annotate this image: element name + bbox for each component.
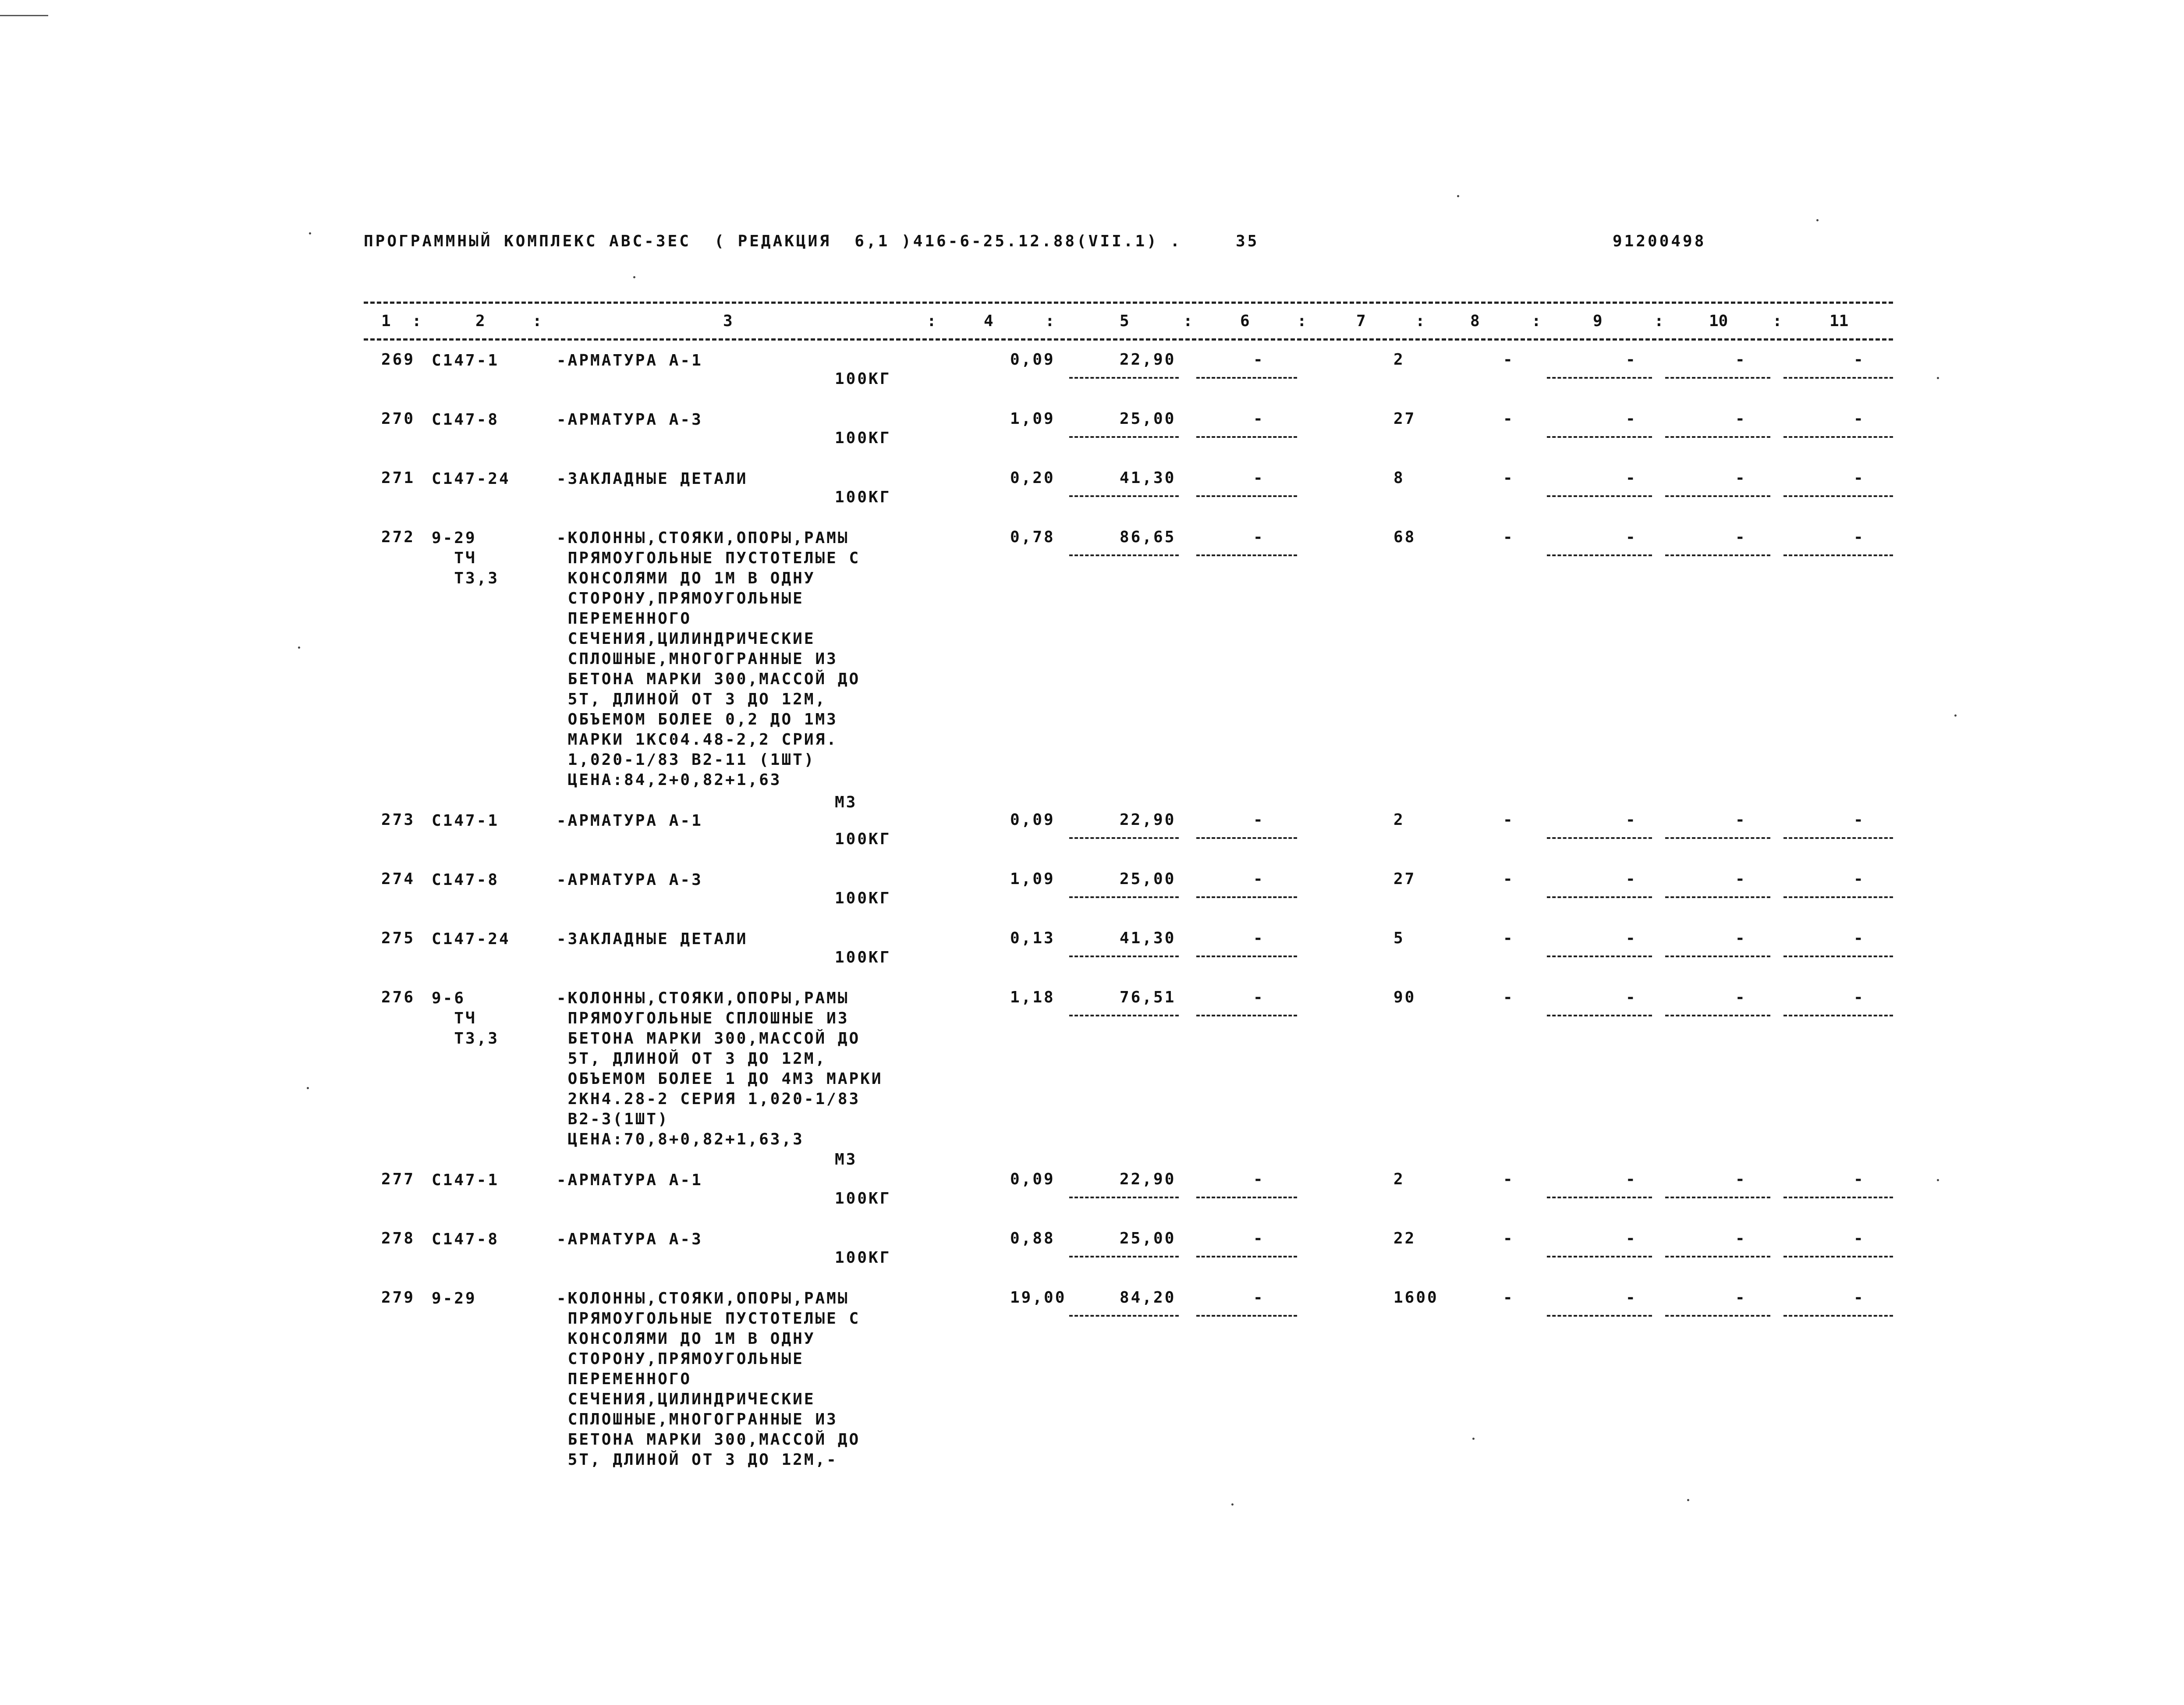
scan-speck <box>1937 377 1939 379</box>
total-cost: 90 <box>1393 988 1416 1006</box>
scan-speck <box>298 646 300 649</box>
col-header-sep: : <box>1297 312 1307 330</box>
col-9-value: - <box>1626 1289 1637 1307</box>
col-header-sep: : <box>1532 312 1541 330</box>
row-number: 277 <box>381 1170 415 1188</box>
col-10-value: - <box>1735 1170 1747 1188</box>
scan-speck <box>1816 219 1819 221</box>
rate-code: 9-29 ТЧ Т3,3 <box>432 529 500 587</box>
scan-speck <box>633 276 635 278</box>
col-9-value: - <box>1626 988 1637 1006</box>
col-8-value: - <box>1503 1289 1514 1307</box>
col-header-6: 6 <box>1240 312 1250 330</box>
unit-of-measure: 100КГ <box>835 1249 891 1267</box>
rate-code: С147-24 <box>432 930 511 948</box>
row-number: 269 <box>381 351 415 369</box>
total-cost: 27 <box>1393 870 1416 888</box>
subtotal-rule <box>1665 377 1770 379</box>
col-8-value: - <box>1503 1170 1514 1188</box>
unit-of-measure: М3 <box>835 1151 858 1169</box>
scan-speck <box>1457 195 1459 197</box>
subtotal-rule <box>1069 837 1179 839</box>
col-9-value: - <box>1626 929 1637 947</box>
col-6-value: - <box>1253 1170 1265 1188</box>
quantity: 1,18 <box>1010 988 1055 1006</box>
work-description: -АРМАТУРА А-1 <box>557 1171 703 1189</box>
col-6-value: - <box>1253 870 1265 888</box>
scan-speck <box>1472 1438 1475 1440</box>
col-header-9: 9 <box>1593 312 1603 330</box>
work-description: -АРМАТУРА А-3 <box>557 411 703 429</box>
work-description: -АРМАТУРА А-1 <box>557 812 703 830</box>
unit-price: 22,90 <box>1120 1170 1176 1188</box>
rate-code: С147-1 <box>432 352 500 369</box>
col-11-value: - <box>1854 1170 1865 1188</box>
col-header-sep: : <box>412 312 422 330</box>
col-header-sep: : <box>1773 312 1782 330</box>
subtotal-rule <box>1547 896 1652 898</box>
unit-of-measure: 100КГ <box>835 429 891 447</box>
col-header-4: 4 <box>984 312 993 330</box>
col-9-value: - <box>1626 811 1637 829</box>
subtotal-rule <box>1196 554 1297 556</box>
subtotal-rule <box>1665 436 1770 438</box>
col-11-value: - <box>1854 988 1865 1006</box>
subtotal-rule <box>1665 554 1770 556</box>
subtotal-rule <box>1783 1256 1893 1257</box>
header-bottom-rule <box>364 338 1893 341</box>
subtotal-rule <box>1069 1197 1179 1198</box>
subtotal-rule <box>1069 554 1179 556</box>
col-header-11: 11 <box>1829 312 1849 330</box>
quantity: 0,13 <box>1010 929 1055 947</box>
quantity: 19,00 <box>1010 1289 1067 1307</box>
col-8-value: - <box>1503 469 1514 487</box>
row-number: 278 <box>381 1229 415 1247</box>
col-header-sep: : <box>1415 312 1425 330</box>
rate-code: С147-8 <box>432 871 500 889</box>
unit-of-measure: 100КГ <box>835 1190 891 1208</box>
work-description: -КОЛОННЫ,СТОЯКИ,ОПОРЫ,РАМЫ ПРЯМОУГОЛЬНЫЕ ПУСТОТЕЛЫЕ С КОНСОЛЯМИ ДО 1М В ОДНУ СТОРОНУ,ПРЯМОУГОЛЬНЫЕ ПЕРЕМЕННОГО СЕЧЕНИЯ,ЦИЛИНДРИЧЕСКИЕ СПЛОШНЫЕ,МНОГОГРАННЫЕ ИЗ БЕТОНА МАРКИ 300,МАССОЙ ДО 5Т, ДЛИНОЙ ОТ 3 ДО 12М,- <box>557 1289 861 1469</box>
quantity: 0,09 <box>1010 811 1055 829</box>
col-6-value: - <box>1253 1289 1265 1307</box>
unit-price: 25,00 <box>1120 1229 1176 1247</box>
total-cost: 22 <box>1393 1229 1416 1247</box>
col-11-value: - <box>1854 528 1865 546</box>
col-11-value: - <box>1854 351 1865 369</box>
subtotal-rule <box>1196 896 1297 898</box>
col-header-sep: : <box>1045 312 1055 330</box>
total-cost: 2 <box>1393 1170 1405 1188</box>
col-10-value: - <box>1735 929 1747 947</box>
work-description: -ЗАКЛАДНЫЕ ДЕТАЛИ <box>557 930 748 948</box>
rate-code: С147-1 <box>432 1171 500 1189</box>
col-9-value: - <box>1626 1170 1637 1188</box>
subtotal-rule <box>1547 495 1652 497</box>
col-11-value: - <box>1854 929 1865 947</box>
col-6-value: - <box>1253 410 1265 428</box>
col-11-value: - <box>1854 469 1865 487</box>
subtotal-rule <box>1547 554 1652 556</box>
subtotal-rule <box>1783 1315 1893 1317</box>
col-header-5: 5 <box>1120 312 1129 330</box>
quantity: 1,09 <box>1010 870 1055 888</box>
col-11-value: - <box>1854 811 1865 829</box>
corner-mark <box>0 15 48 16</box>
col-8-value: - <box>1503 870 1514 888</box>
row-number: 274 <box>381 870 415 888</box>
unit-price: 25,00 <box>1120 870 1176 888</box>
subtotal-rule <box>1196 1015 1297 1016</box>
col-8-value: - <box>1503 811 1514 829</box>
unit-price: 22,90 <box>1120 811 1176 829</box>
header-top-rule <box>364 302 1893 304</box>
total-cost: 8 <box>1393 469 1405 487</box>
subtotal-rule <box>1665 896 1770 898</box>
quantity: 0,20 <box>1010 469 1055 487</box>
col-11-value: - <box>1854 1229 1865 1247</box>
subtotal-rule <box>1069 495 1179 497</box>
subtotal-rule <box>1783 1015 1893 1016</box>
work-description: -КОЛОННЫ,СТОЯКИ,ОПОРЫ,РАМЫ ПРЯМОУГОЛЬНЫЕ ПУСТОТЕЛЫЕ С КОНСОЛЯМИ ДО 1М В ОДНУ СТОРОНУ,ПРЯМОУГОЛЬНЫЕ ПЕРЕМЕННОГО СЕЧЕНИЯ,ЦИЛИНДРИЧЕСКИЕ СПЛОШНЫЕ,МНОГОГРАННЫЕ ИЗ БЕТОНА МАРКИ 300,МАССОЙ ДО 5Т, ДЛИНОЙ ОТ 3 ДО 12М, ОБЪЕМОМ БОЛЕЕ 0,2 ДО 1М3 МАРКИ 1КС04.48-2,2 СРИЯ. 1,020-1/83 В2-11 (1ШТ) ЦЕНА:84,2+0,82+1,63 <box>557 529 861 789</box>
col-10-value: - <box>1735 988 1747 1006</box>
subtotal-rule <box>1665 837 1770 839</box>
col-9-value: - <box>1626 1229 1637 1247</box>
col-9-value: - <box>1626 351 1637 369</box>
col-header-sep: : <box>532 312 542 330</box>
subtotal-rule <box>1196 377 1297 379</box>
rate-code: 9-6 ТЧ Т3,3 <box>432 989 500 1048</box>
subtotal-rule <box>1069 896 1179 898</box>
subtotal-rule <box>1196 436 1297 438</box>
row-number: 279 <box>381 1289 415 1307</box>
row-number: 276 <box>381 988 415 1006</box>
unit-price: 86,65 <box>1120 528 1176 546</box>
col-10-value: - <box>1735 1289 1747 1307</box>
work-description: -АРМАТУРА А-3 <box>557 1230 703 1248</box>
col-9-value: - <box>1626 528 1637 546</box>
col-10-value: - <box>1735 811 1747 829</box>
col-header-sep: : <box>927 312 936 330</box>
col-9-value: - <box>1626 469 1637 487</box>
rate-code: С147-1 <box>432 812 500 830</box>
work-description: -ЗАКЛАДНЫЕ ДЕТАЛИ <box>557 470 748 488</box>
col-10-value: - <box>1735 410 1747 428</box>
document-code: 91200498 <box>1613 232 1706 250</box>
row-number: 273 <box>381 811 415 829</box>
unit-price: 22,90 <box>1120 351 1176 369</box>
col-8-value: - <box>1503 988 1514 1006</box>
total-cost: 2 <box>1393 351 1405 369</box>
col-8-value: - <box>1503 1229 1514 1247</box>
unit-of-measure: 100КГ <box>835 889 891 907</box>
total-cost: 1600 <box>1393 1289 1439 1307</box>
unit-price: 76,51 <box>1120 988 1176 1006</box>
subtotal-rule <box>1547 956 1652 957</box>
subtotal-rule <box>1196 956 1297 957</box>
col-8-value: - <box>1503 528 1514 546</box>
row-number: 270 <box>381 410 415 428</box>
col-8-value: - <box>1503 410 1514 428</box>
scan-speck <box>1954 714 1957 717</box>
col-10-value: - <box>1735 469 1747 487</box>
quantity: 1,09 <box>1010 410 1055 428</box>
subtotal-rule <box>1547 1315 1652 1317</box>
unit-of-measure: М3 <box>835 793 858 811</box>
col-6-value: - <box>1253 1229 1265 1247</box>
subtotal-rule <box>1665 956 1770 957</box>
subtotal-rule <box>1783 377 1893 379</box>
col-6-value: - <box>1253 528 1265 546</box>
rate-code: С147-8 <box>432 1230 500 1248</box>
unit-price: 41,30 <box>1120 469 1176 487</box>
work-description: -АРМАТУРА А-3 <box>557 871 703 889</box>
subtotal-rule <box>1196 495 1297 497</box>
subtotal-rule <box>1547 436 1652 438</box>
unit-price: 84,20 <box>1120 1289 1176 1307</box>
total-cost: 2 <box>1393 811 1405 829</box>
subtotal-rule <box>1783 1197 1893 1198</box>
subtotal-rule <box>1196 1256 1297 1257</box>
col-header-8: 8 <box>1470 312 1480 330</box>
quantity: 0,88 <box>1010 1229 1055 1247</box>
col-header-10: 10 <box>1709 312 1728 330</box>
col-6-value: - <box>1253 988 1265 1006</box>
rate-code: С147-8 <box>432 411 500 429</box>
subtotal-rule <box>1196 1315 1297 1317</box>
unit-price: 41,30 <box>1120 929 1176 947</box>
subtotal-rule <box>1069 1015 1179 1016</box>
col-10-value: - <box>1735 351 1747 369</box>
subtotal-rule <box>1069 1256 1179 1257</box>
quantity: 0,09 <box>1010 1170 1055 1188</box>
subtotal-rule <box>1547 1015 1652 1016</box>
col-header-7: 7 <box>1356 312 1366 330</box>
col-6-value: - <box>1253 929 1265 947</box>
col-6-value: - <box>1253 811 1265 829</box>
rate-code: 9-29 <box>432 1289 477 1307</box>
subtotal-rule <box>1069 377 1179 379</box>
page-number: 35 <box>1236 232 1259 250</box>
subtotal-rule <box>1547 377 1652 379</box>
subtotal-rule <box>1665 1256 1770 1257</box>
rate-code: С147-24 <box>432 470 511 488</box>
subtotal-rule <box>1665 1197 1770 1198</box>
col-10-value: - <box>1735 870 1747 888</box>
subtotal-rule <box>1783 956 1893 957</box>
subtotal-rule <box>1547 837 1652 839</box>
subtotal-rule <box>1196 1197 1297 1198</box>
subtotal-rule <box>1547 1197 1652 1198</box>
col-6-value: - <box>1253 351 1265 369</box>
scan-speck <box>1687 1499 1689 1501</box>
col-11-value: - <box>1854 410 1865 428</box>
subtotal-rule <box>1783 837 1893 839</box>
col-header-sep: : <box>1183 312 1193 330</box>
col-11-value: - <box>1854 1289 1865 1307</box>
unit-of-measure: 100КГ <box>835 948 891 966</box>
row-number: 275 <box>381 929 415 947</box>
quantity: 0,78 <box>1010 528 1055 546</box>
unit-of-measure: 100КГ <box>835 830 891 848</box>
col-9-value: - <box>1626 870 1637 888</box>
subtotal-rule <box>1196 837 1297 839</box>
col-8-value: - <box>1503 929 1514 947</box>
col-10-value: - <box>1735 528 1747 546</box>
scan-speck <box>1937 1179 1939 1181</box>
total-cost: 5 <box>1393 929 1405 947</box>
col-header-2: 2 <box>475 312 485 330</box>
col-header-sep: : <box>1654 312 1664 330</box>
quantity: 0,09 <box>1010 351 1055 369</box>
work-description: -КОЛОННЫ,СТОЯКИ,ОПОРЫ,РАМЫ ПРЯМОУГОЛЬНЫЕ СПЛОШНЫЕ ИЗ БЕТОНА МАРКИ 300,МАССОЙ ДО 5Т, ДЛИНОЙ ОТ 3 ДО 12М, ОБЪЕМОМ БОЛЕЕ 1 ДО 4М3 МАРКИ 2КН4.28-2 СЕРИЯ 1,020-1/83 В2-3(1ШТ) ЦЕНА:70,8+0,82+1,63,3 <box>557 989 883 1148</box>
scan-speck <box>1231 1503 1234 1506</box>
page-header <box>364 232 1706 254</box>
unit-of-measure: 100КГ <box>835 488 891 506</box>
subtotal-rule <box>1665 1315 1770 1317</box>
subtotal-rule <box>1783 896 1893 898</box>
row-number: 272 <box>381 528 415 546</box>
col-header-1: 1 <box>381 312 391 330</box>
subtotal-rule <box>1783 495 1893 497</box>
column-header-row <box>364 312 1897 334</box>
subtotal-rule <box>1665 1015 1770 1016</box>
program-title: ПРОГРАММНЫЙ КОМПЛЕКС АВС-ЗЕС ( РЕДАКЦИЯ 6,1 )416-6-25.12.88(VII.1) . <box>364 232 1182 250</box>
scan-speck <box>309 232 311 234</box>
subtotal-rule <box>1069 436 1179 438</box>
scan-speck <box>307 1087 309 1089</box>
unit-of-measure: 100КГ <box>835 370 891 388</box>
col-8-value: - <box>1503 351 1514 369</box>
col-10-value: - <box>1735 1229 1747 1247</box>
subtotal-rule <box>1665 495 1770 497</box>
col-header-3: 3 <box>723 312 733 330</box>
subtotal-rule <box>1069 956 1179 957</box>
work-description: -АРМАТУРА А-1 <box>557 352 703 369</box>
col-9-value: - <box>1626 410 1637 428</box>
col-6-value: - <box>1253 469 1265 487</box>
subtotal-rule <box>1547 1256 1652 1257</box>
row-number: 271 <box>381 469 415 487</box>
total-cost: 27 <box>1393 410 1416 428</box>
unit-price: 25,00 <box>1120 410 1176 428</box>
subtotal-rule <box>1783 554 1893 556</box>
subtotal-rule <box>1783 436 1893 438</box>
total-cost: 68 <box>1393 528 1416 546</box>
subtotal-rule <box>1069 1315 1179 1317</box>
col-11-value: - <box>1854 870 1865 888</box>
